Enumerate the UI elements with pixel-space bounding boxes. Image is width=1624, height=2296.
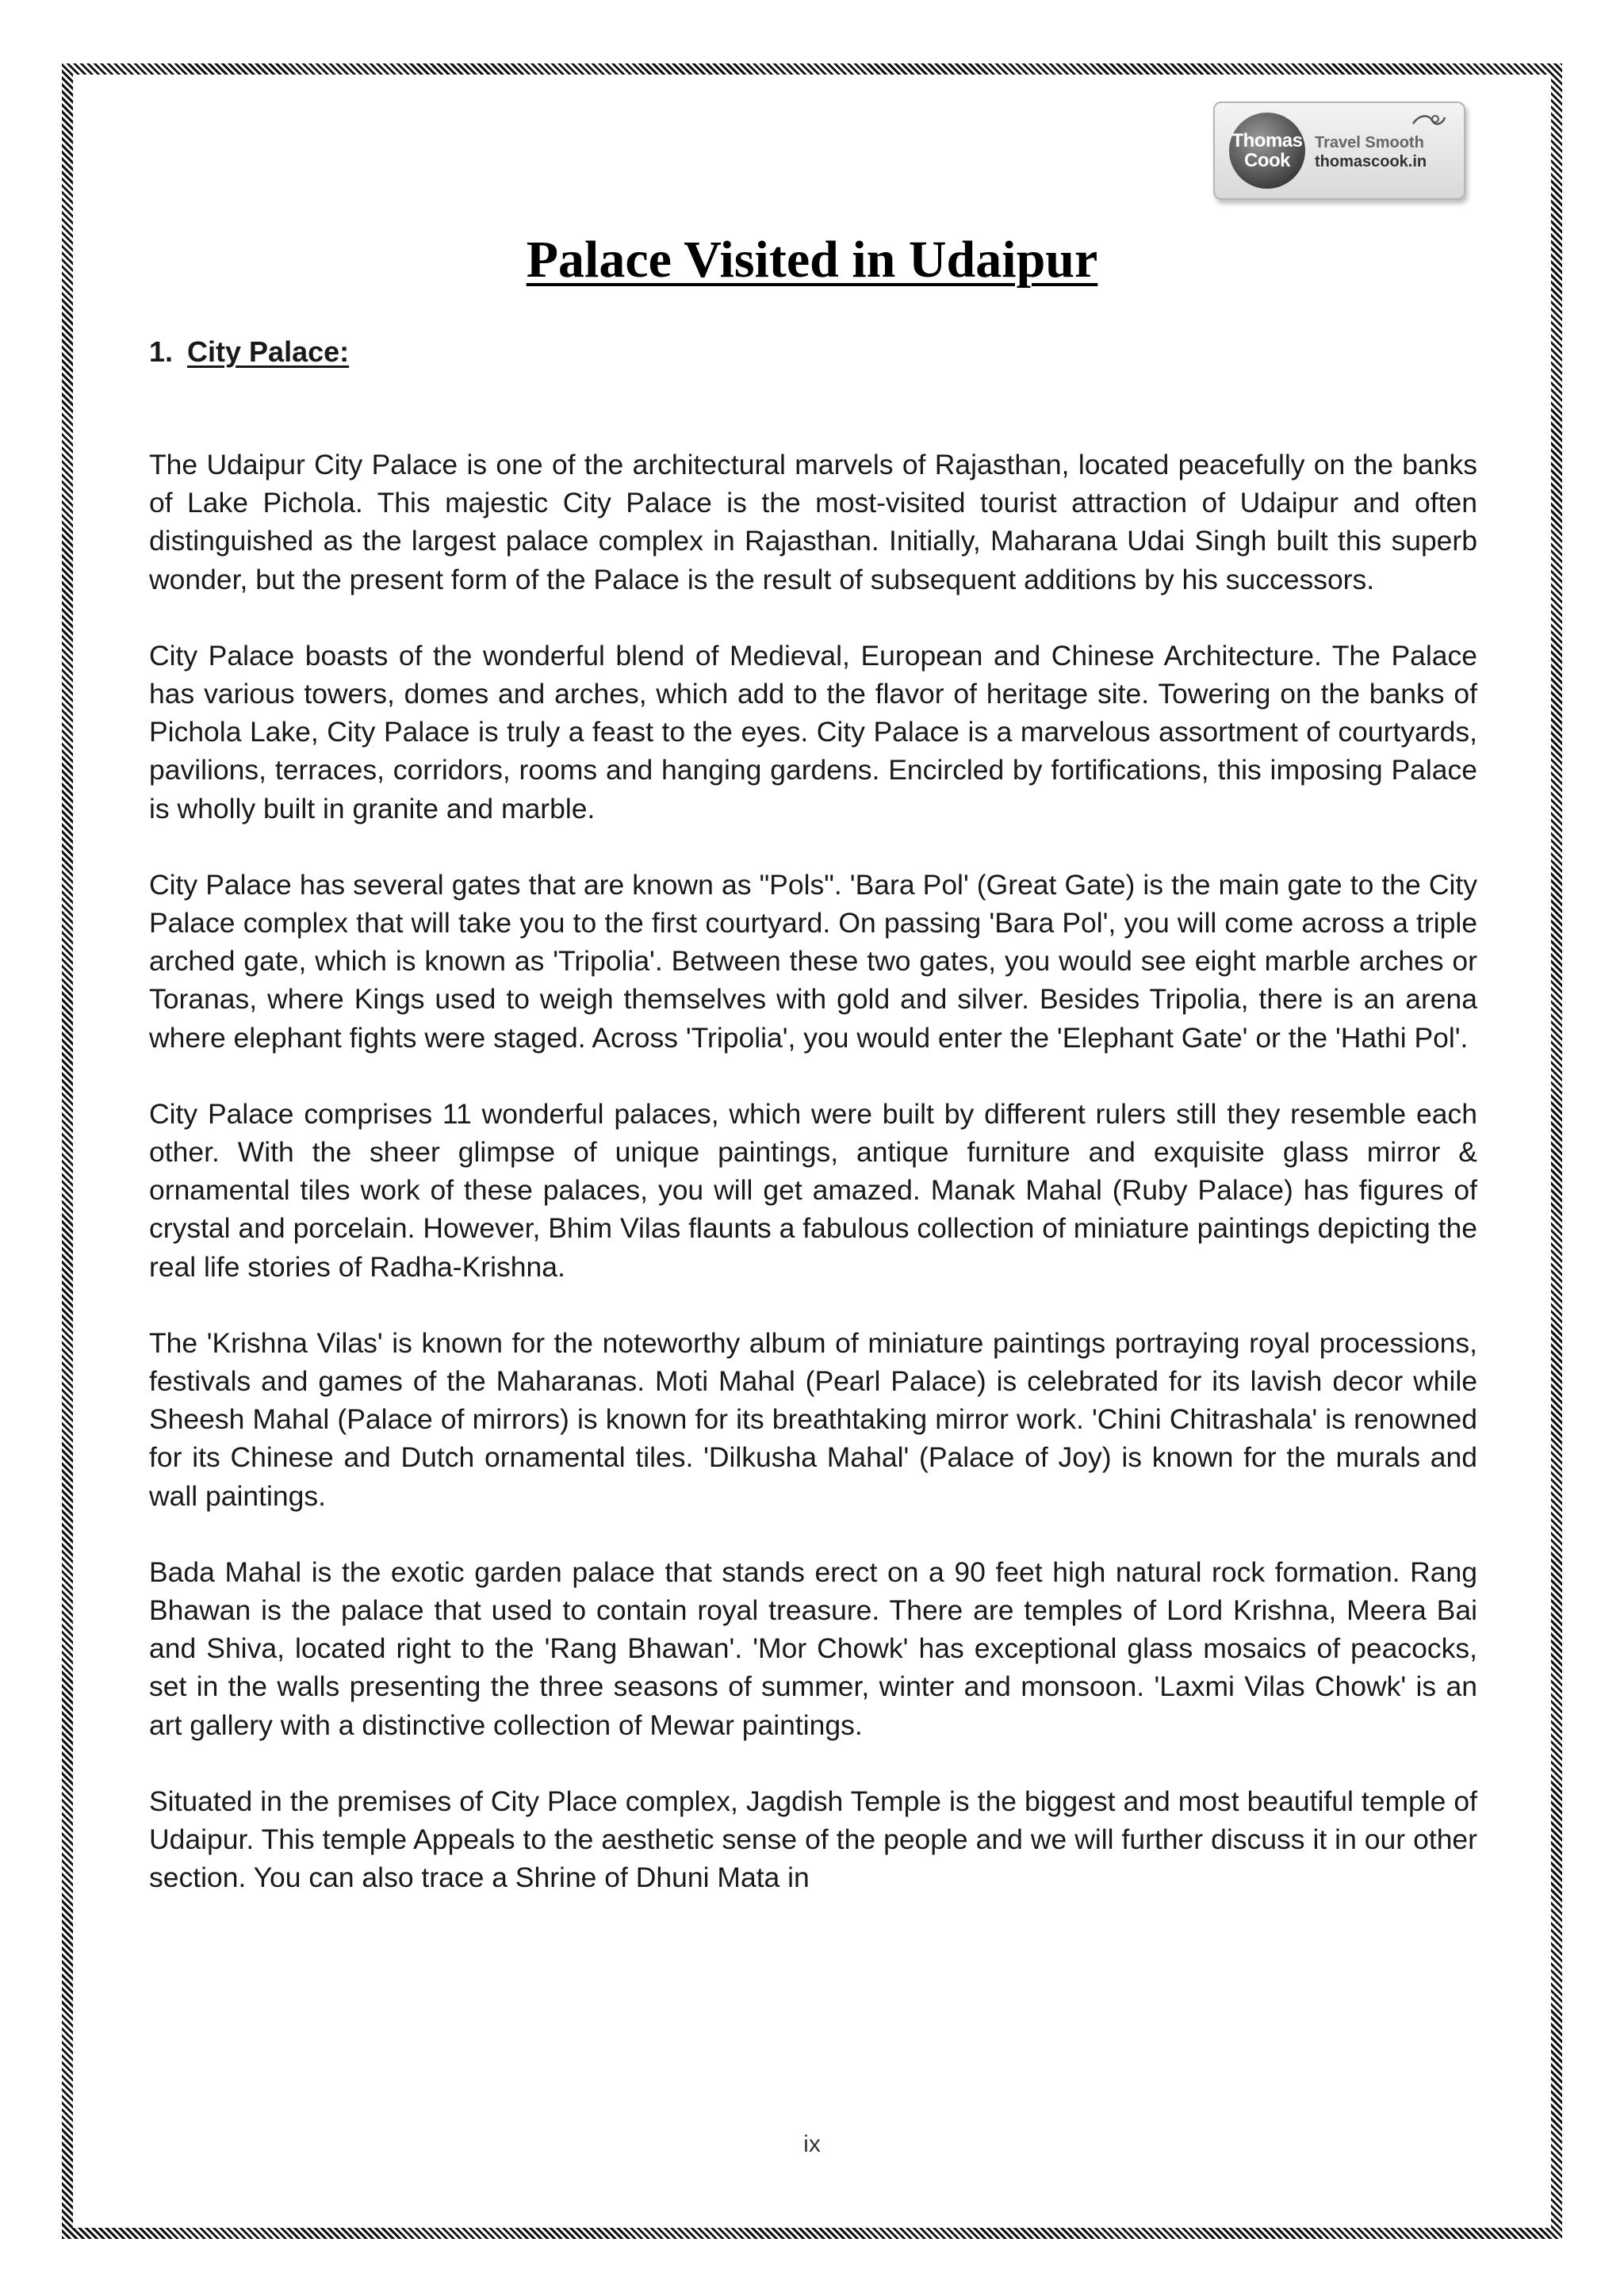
paragraph: Bada Mahal is the exotic garden palace that stands erect on a 90 feet high natural rock formation. Rang Bhawan is the palace that used to contain royal treasure. There are temples of Lord Krishna, Meera Bai and Shiva, located right to the 'Rang Bhawan'. 'Mor Chowk' has exceptional glass mosaics of peacocks, set in the walls presenting the three seasons of summer, winter and monsoon. 'Laxmi Vilas Chowk' is an art gallery with a distinctive collection of Mewar paintings. (149, 1556, 1477, 1741)
section-number: 1. (149, 335, 174, 368)
paragraph: The Udaipur City Palace is one of the architectural marvels of Rajasthan, located peacefully on the banks of Lake Pichola. This majestic City Palace is the most-visited tourist attraction of Udaipur and often distinguished as the largest palace complex in Rajasthan. Initially, Maharana Udai Singh built this superb wonder, but the present form of the Palace is the result of subsequent additions by his successors. (149, 449, 1477, 595)
paragraph: The 'Krishna Vilas' is known for the noteworthy album of miniature paintings portraying royal processions, festivals and games of the Maharanas. Moti Mahal (Pearl Palace) is celebrated for its lavish decor while Sheesh Mahal (Palace of mirrors) is known for its breathtaking mirror work. 'Chini Chitrashala' is renowned for its Chinese and Dutch ornamental tiles. 'Dilkusha Mahal' (Palace of Joy) is known for the murals and wall paintings. (149, 1326, 1477, 1512)
paragraph: City Palace boasts of the wonderful blend of Medieval, European and Chinese Architecture. The Palace has various towers, domes and arches, which add to the flavor of heritage site. Towering on the banks of Pichola Lake, City Palace is truly a feast to the eyes. City Palace is a marvelous assortment of courtyards, pavilions, terraces, corridors, rooms and hanging gardens. Encircled by fortifications, this imposing Palace is wholly built in granite and marble. (149, 639, 1477, 825)
body-text (149, 446, 1477, 1935)
paragraph: City Palace comprises 11 wonderful palaces, which were built by different rulers still they resemble each other. With the sheer glimpse of unique paintings, antique furniture and exquisite glass mirror & ornamental tiles work of these palaces, you will get amazed. Manak Mahal (Ruby Palace) has figures of crystal and porcelain. However, Bhim Vilas flaunts a fabulous collection of miniature paintings depicting the real life stories of Radha-Krishna. (149, 1097, 1477, 1283)
page-number: ix (803, 2131, 821, 2157)
paragraph: Situated in the premises of City Place complex, Jagdish Temple is the biggest and most beautiful temple of Udaipur. This temple Appeals to the aesthetic sense of the people and we will further discuss it in our other section. You can also trace a Shrine of Dhuni Mata in (149, 1785, 1477, 1894)
logo-badge (1229, 113, 1305, 189)
section-label: City Palace: (187, 335, 350, 368)
logo-website: thomascook.in (1315, 153, 1427, 170)
logo-tagline: Travel Smooth (1315, 134, 1424, 151)
logo-text (1315, 133, 1427, 171)
swirl-icon (1411, 113, 1446, 128)
section-heading (149, 333, 349, 371)
logo-brand-line2: Cook (1244, 150, 1290, 171)
thomas-cook-logo (1213, 101, 1465, 200)
page-title: Palace Visited in Udaipur (526, 231, 1098, 289)
logo-brand-line1: Thomas (1231, 130, 1303, 151)
paragraph: City Palace has several gates that are known as "Pols". 'Bara Pol' (Great Gate) is the main gate to the City Palace complex that will take you to the first courtyard. On passing 'Bara Pol', you will come across a triple arched gate, which is known as 'Tripolia'. Between these two gates, you would see eight marble arches or Toranas, where Kings used to weigh themselves with gold and silver. Besides Tripolia, there is an arena where elephant fights were staged. Across 'Tripolia', you would enter the 'Elephant Gate' or the 'Hathi Pol'. (149, 868, 1477, 1054)
